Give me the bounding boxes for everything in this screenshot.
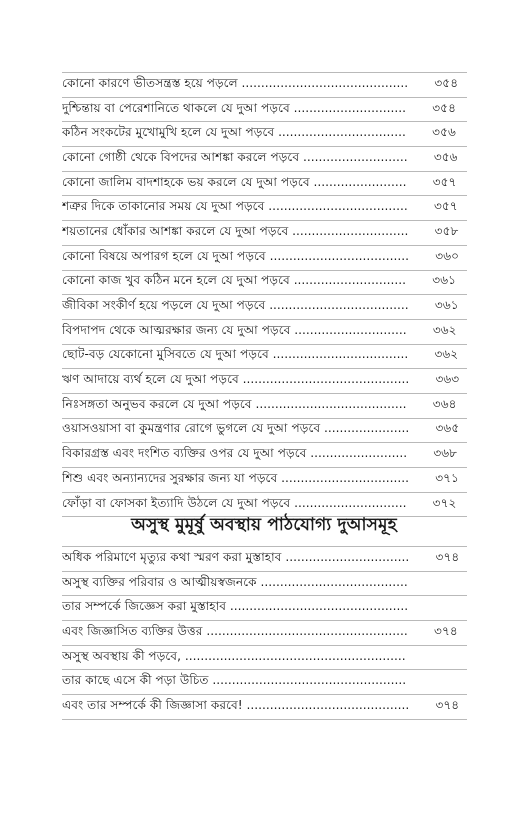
toc-row (62, 468, 467, 493)
toc-entry-page: ৩৭৪ (434, 623, 458, 638)
toc-entry-title: কোনো কারণে ভীতসন্ত্রস্ত হয়ে পড়লে ........................................... (62, 75, 409, 90)
toc-entry-title: এবং তার সম্পর্কে কী জিজ্ঞাসা করবে! .......................................... (62, 697, 410, 712)
toc-entry-title: কোনো গোষ্ঠী থেকে বিপদের আশঙ্কা করলে পড়বে ........................... (62, 149, 408, 164)
toc-row (62, 419, 467, 444)
toc-row (62, 345, 467, 370)
toc-row (62, 271, 467, 296)
toc-entry-title: নিঃসঙ্গতা অনুভব করলে যে দুআ পড়বে ....................................... (62, 396, 407, 411)
toc-row (62, 246, 467, 271)
toc-entry-title: অসুস্থ ব্যক্তির পরিবার ও আত্মীয়স্বজনকে ...................................... (62, 574, 408, 589)
toc-entry-page: ৩৫৬ (432, 125, 456, 140)
toc-entry-title: শয়তানের ধোঁকার আশঙ্কা করলে যে দুআ পড়বে .............................. (62, 223, 409, 238)
toc-entry-title: তার সম্পর্কে জিজ্ঞেস করা মুস্তাহাব .............................................. (62, 599, 409, 614)
toc-entry-page: ৩৫৬ (433, 149, 458, 164)
toc-entry-title: কোনো জালিম বাদশাহকে ভয় করলে যে দুআ পড়বে ........................ (62, 174, 407, 189)
toc-entry-title: এবং জিজ্ঞাসিত ব্যক্তির উত্তর .................................................... (62, 623, 408, 638)
toc-entry-page: ৩৬০ (435, 248, 460, 263)
toc-entry-title: জীবিকা সংকীর্ণ হয়ে পড়লে যে দুআ পড়বে .................................... (62, 298, 409, 313)
toc-entry-page: ৩৭১ (435, 470, 459, 485)
toc-row (62, 295, 467, 320)
toc-entry-page: ৩৭৪ (435, 549, 460, 564)
toc-row (62, 596, 467, 621)
toc-row (62, 646, 467, 671)
toc-entry-title: ওয়াসওয়াসা বা কুমন্ত্রণার রোগে ভুগলে যে দুআ পড়বে ...................... (62, 421, 410, 436)
toc-entry-title: শত্রুর দিকে তাকানোর সময় যে দুআ পড়বে .................................... (62, 199, 408, 214)
toc-row (62, 546, 467, 572)
toc-entry-title: কোনো কাজ খুব কঠিন মনে হলে যে দুআ পড়বে ............................. (62, 273, 407, 288)
toc-entry-title: কোনো বিষয়ে অপারগ হলে যে দুআ পড়বে .................................... (62, 248, 410, 263)
toc-entry-title: দুশ্চিন্তায় বা পেরেশানিতে থাকলে যে দুআ পড়বে ............................. (62, 100, 406, 115)
toc-entry-title: অধিক পরিমাণে মৃত্যুর কথা স্মরণ করা মুস্তাহাব ................................ (62, 549, 410, 564)
toc-entry-page: ৩৫৪ (432, 100, 456, 115)
toc-entry-page: ৩৬১ (434, 298, 459, 313)
toc-entry-title: তার কাছে এসে কী পড়া উচিত .................................................. (62, 673, 407, 688)
toc-row (62, 443, 467, 468)
toc-entry-page: ৩৬২ (434, 347, 459, 362)
section-heading: অসুস্থ মুমূর্ষু অবস্থায় পাঠযোগ্য দুআসমূহ (131, 515, 397, 535)
toc-entry-page: ৩৫৪ (434, 75, 459, 90)
toc-row (62, 320, 467, 345)
toc-entry-page: ৩৬২ (432, 322, 457, 337)
toc-entry-title: অসুস্থ অবস্থায় কী পড়বে, ......................................................... (62, 648, 406, 663)
table-of-contents (62, 72, 467, 517)
toc-entry-title: কঠিন সংকটের মুখোমুখি হলে যে দুআ পড়বে ................................. (62, 125, 406, 140)
toc-row (62, 196, 467, 221)
toc-row (62, 122, 467, 147)
toc-entry-page: ৩৭৪ (435, 697, 460, 712)
section-contents (62, 546, 467, 720)
toc-row (62, 172, 467, 197)
toc-entry-title: বিপদাপদ থেকে আত্মরক্ষার জন্য যে দুআ পড়বে ............................. (62, 322, 407, 337)
toc-row (62, 369, 467, 394)
toc-entry-title: বিকারগ্রস্ত এবং দংশিত ব্যক্তির ওপর যে দুআ পড়বে ......................... (62, 446, 408, 461)
toc-row (62, 695, 467, 720)
toc-entry-page: ৩৬৪ (432, 396, 457, 411)
toc-entry-page: ৩৬৫ (435, 421, 460, 436)
toc-entry-title: শিশু এবং অন্যান্যদের সুরক্ষার জন্য যা পড়বে ................................. (62, 470, 409, 485)
toc-row (62, 621, 467, 646)
toc-row (62, 572, 467, 597)
toc-row (62, 394, 467, 419)
toc-entry-page: ৩৬৮ (433, 446, 458, 461)
toc-entry-title: ছোট-বড় যেকোনো মুসিবতে যে দুআ পড়বে ................................... (62, 347, 409, 362)
toc-row (62, 221, 467, 246)
toc-entry-page: ৩৫৭ (432, 174, 457, 189)
toc-entry-title: ফোঁড়া বা ফোসকা ইত্যাদি উঠলে যে দুআ পড়বে ............................. (62, 495, 407, 510)
toc-row (62, 98, 467, 123)
toc-row (62, 670, 467, 695)
toc-entry-page: ৩৫৮ (434, 223, 459, 238)
toc-row (62, 147, 467, 172)
toc-entry-title: ঋণ আদায়ে ব্যর্থ হলে যে দুআ পড়বে ........................................... (62, 372, 410, 387)
toc-entry-page: ৩৫৭ (433, 199, 458, 214)
toc-entry-page: ৩৬৩ (435, 372, 460, 387)
toc-entry-page: ৩৬১ (432, 273, 457, 288)
toc-row (62, 72, 467, 98)
toc-entry-page: ৩৭২ (432, 495, 457, 510)
